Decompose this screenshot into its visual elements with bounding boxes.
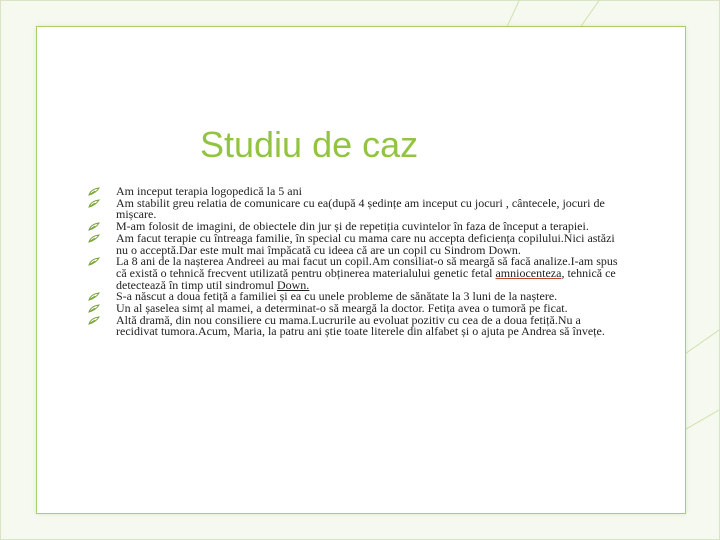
bullet-text: Am facut terapie cu întreaga familie, în special cu mama care nu accepta deficiența copilului.Nici astăzi nu o acceptă.Dar este mult mai împăcată cu ideea că are un copil cu Sindrom Down. xyxy=(116,230,615,257)
leaf-bullet-icon xyxy=(88,292,100,302)
leaf-bullet-icon xyxy=(88,222,100,232)
bullet-text: S-a născut a doua fetiță a familiei și ea cu unele probleme de sănătate la 3 luni de la naștere. xyxy=(116,289,558,304)
bullet-text: Am inceput terapia logopedică la 5 ani xyxy=(116,184,302,198)
leaf-bullet-icon xyxy=(88,234,100,244)
bullet-list xyxy=(88,186,618,338)
bullet-text: Un al șaselea simț al mamei, a determinat-o să meargă la doctor. Fetița avea o tumoră pe ficat. xyxy=(116,301,568,316)
bullet-text: La 8 ani de la nașterea Andreei au mai facut un copil.Am consiliat-o să meargă să facă analize.I-am spus că există o tehnică frecvent utilizată pentru obținerea materialului genetic fetal xyxy=(116,254,618,280)
bullet-text: Altă dramă, din nou consiliere cu mama.Lucrurile au evoluat pozitiv cu cea de a doua fetiță.Nu a recidivat tumora.Acum, Maria, la patru ani știe toate literele din alfabet și o ajuta pe Andrea să învețe. xyxy=(116,312,605,339)
leaf-bullet-icon xyxy=(88,304,100,314)
slide-title: Studiu de caz xyxy=(200,124,419,165)
down-link[interactable]: Down. xyxy=(276,277,310,292)
list-item xyxy=(88,195,618,222)
leaf-bullet-icon xyxy=(88,199,100,209)
leaf-bullet-icon xyxy=(88,257,100,267)
list-item xyxy=(88,256,618,291)
leaf-bullet-icon xyxy=(88,316,100,326)
list-item xyxy=(88,312,618,339)
amniocenteza-link[interactable]: amniocenteza xyxy=(495,265,562,280)
list-item xyxy=(88,230,618,257)
bullet-text: Am stabilit greu relatia de comunicare cu ea(după 4 ședințe am inceput cu jocuri , cântecele, jocuri de mișcare. xyxy=(116,195,605,222)
bullet-text: , tehnică ce detectează în timp util sindromul xyxy=(116,265,616,292)
bullet-text: M-am folosit de imagini, de obiectele din jur și de repetiția cuvintelor în faza de început a terapiei. xyxy=(116,219,589,234)
leaf-bullet-icon xyxy=(88,187,100,197)
